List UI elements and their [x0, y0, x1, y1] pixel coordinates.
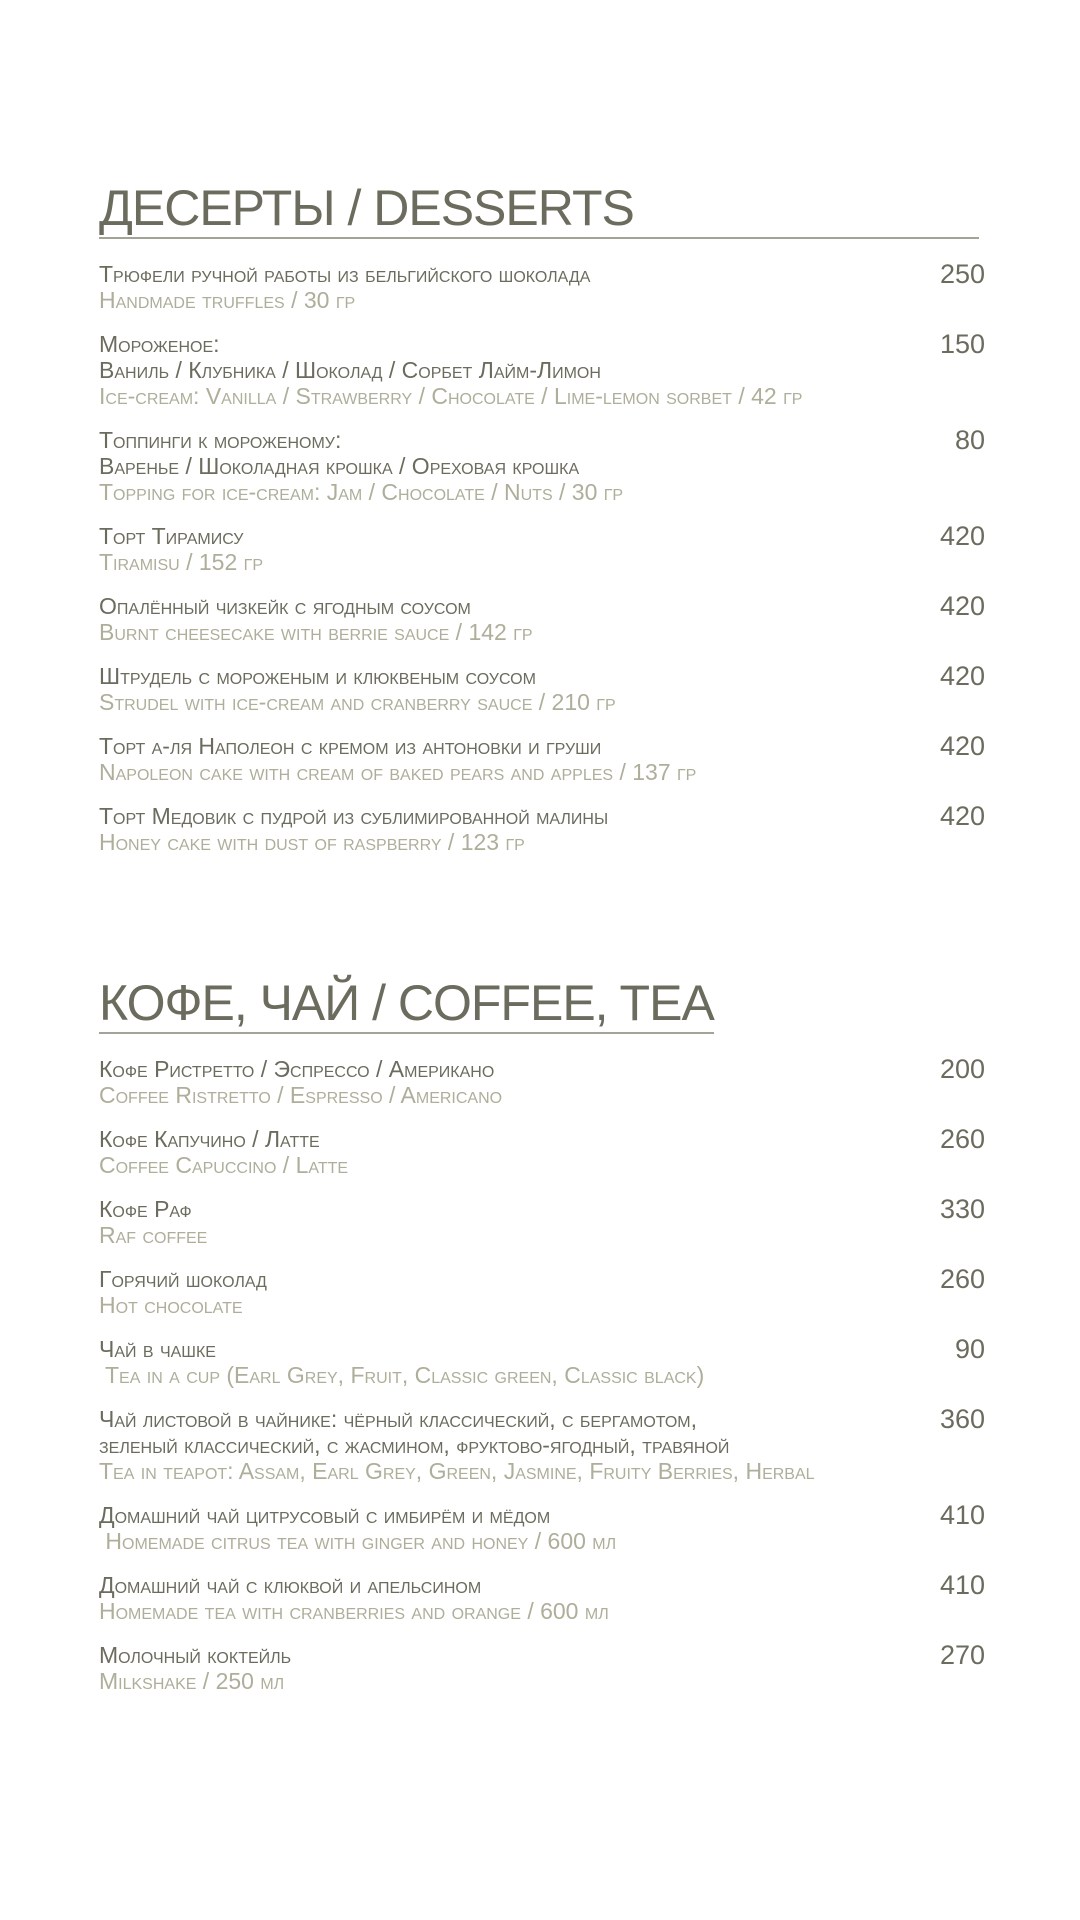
item-name-ru: Кофе Ристретто / Эспрессо / Американо [99, 1056, 495, 1082]
menu-item [99, 1266, 985, 1318]
item-name-ru: Домашний чай с клюквой и апельсином [99, 1572, 482, 1598]
coffee-tea-section [99, 975, 985, 1712]
menu-item [99, 1196, 985, 1248]
item-name-ru: Варенье / Шоколадная крошка / Ореховая крошка [99, 453, 580, 479]
item-name-en: Coffee Ristretto / Espresso / Americano [99, 1082, 503, 1108]
item-name-ru: зеленый классический, с жасмином, фруктово-ягодный, травяной [99, 1432, 730, 1458]
item-price: 420 [939, 731, 985, 761]
menu-item [99, 1502, 985, 1554]
item-name-en: Honey cake with dust of raspberry / 123 гр [99, 829, 525, 855]
menu-item [99, 663, 985, 715]
item-price: 330 [939, 1194, 985, 1224]
menu-item [99, 593, 985, 645]
menu-item [99, 1642, 985, 1694]
item-name-en: Tea in a cup (Earl Grey, Fruit, Classic green, Classic black) [99, 1362, 705, 1388]
item-name-en: Coffee Capuccino / Latte [99, 1152, 349, 1178]
item-name-en: Strudel with ice-cream and cranberry sauce / 210 гр [99, 689, 616, 715]
menu-item [99, 803, 985, 855]
menu-item [99, 261, 985, 313]
menu-item [99, 1406, 985, 1484]
item-price: 410 [939, 1570, 985, 1600]
item-name-en: Milkshake / 250 мл [99, 1668, 285, 1694]
item-price: 410 [939, 1500, 985, 1530]
item-price: 80 [954, 425, 985, 455]
item-name-en: Raf coffee [99, 1222, 208, 1248]
item-name-en: Topping for ice-cream: Jam / Chocolate / Nuts / 30 гр [99, 479, 624, 505]
menu-item [99, 1126, 985, 1178]
item-price: 420 [939, 521, 985, 551]
section-title-desserts: ДЕСЕРТЫ / DESSERTS [99, 183, 979, 239]
item-name-ru: Кофе Капучино / Латте [99, 1126, 320, 1152]
coffee-tea-list [99, 1056, 985, 1694]
item-name-ru: Кофе Раф [99, 1196, 192, 1222]
item-name-ru: Чай листовой в чайнике: чёрный классический, с бергамотом, [99, 1406, 698, 1432]
item-name-ru: Домашний чай цитрусовый с имбирём и мёдом [99, 1502, 551, 1528]
item-name-ru: Мороженое: [99, 331, 220, 357]
desserts-list [99, 261, 985, 855]
item-name-en: Tea in teapot: Assam, Earl Grey, Green, Jasmine, Fruity Berries, Herbal [99, 1458, 815, 1484]
menu-item [99, 1336, 985, 1388]
menu-item [99, 331, 985, 409]
item-price: 200 [939, 1054, 985, 1084]
item-name-en: Ice-cream: Vanilla / Strawberry / Chocolate / Lime-lemon sorbet / 42 гр [99, 383, 803, 409]
item-name-ru: Молочный коктейль [99, 1642, 292, 1668]
item-name-en: Handmade truffles / 30 гр [99, 287, 356, 313]
item-name-en: Burnt cheesecake with berrie sauce / 142 гр [99, 619, 533, 645]
item-name-ru: Торт а-ля Наполеон с кремом из антоновки и груши [99, 733, 602, 759]
item-name-en: Homemade citrus tea with ginger and honey / 600 мл [99, 1528, 617, 1554]
item-name-en: Homemade tea with cranberries and orange / 600 мл [99, 1598, 609, 1624]
item-name-ru: Ваниль / Клубника / Шоколад / Сорбет Лайм-Лимон [99, 357, 601, 383]
item-price: 420 [939, 661, 985, 691]
menu-item [99, 523, 985, 575]
desserts-section [99, 180, 985, 873]
item-price: 420 [939, 801, 985, 831]
item-price: 360 [939, 1404, 985, 1434]
item-price: 270 [939, 1640, 985, 1670]
item-name-ru: Штрудель с мороженым и клюквеным соусом [99, 663, 536, 689]
item-name-en: Hot chocolate [99, 1292, 243, 1318]
item-name-en: Napoleon cake with cream of baked pears and apples / 137 гр [99, 759, 697, 785]
menu-item [99, 427, 985, 505]
item-price: 420 [939, 591, 985, 621]
menu-item [99, 1056, 985, 1108]
item-name-ru: Топпинги к мороженому: [99, 427, 342, 453]
item-price: 90 [954, 1334, 985, 1364]
item-price: 250 [939, 259, 985, 289]
item-price: 260 [939, 1264, 985, 1294]
item-name-ru: Торт Тирамису [99, 523, 244, 549]
section-title-coffee-tea: КОФЕ, ЧАЙ / COFFEE, TEA [99, 978, 714, 1034]
item-price: 150 [939, 329, 985, 359]
item-name-en: Tiramisu / 152 гр [99, 549, 263, 575]
item-name-ru: Трюфели ручной работы из бельгийского шоколада [99, 261, 591, 287]
menu-item [99, 733, 985, 785]
item-name-ru: Горячий шоколад [99, 1266, 267, 1292]
item-name-ru: Торт Медовик с пудрой из сублимированной малины [99, 803, 609, 829]
item-name-ru: Чай в чашке [99, 1336, 216, 1362]
item-name-ru: Опалённый чизкейк с ягодным соусом [99, 593, 471, 619]
item-price: 260 [939, 1124, 985, 1154]
menu-item [99, 1572, 985, 1624]
